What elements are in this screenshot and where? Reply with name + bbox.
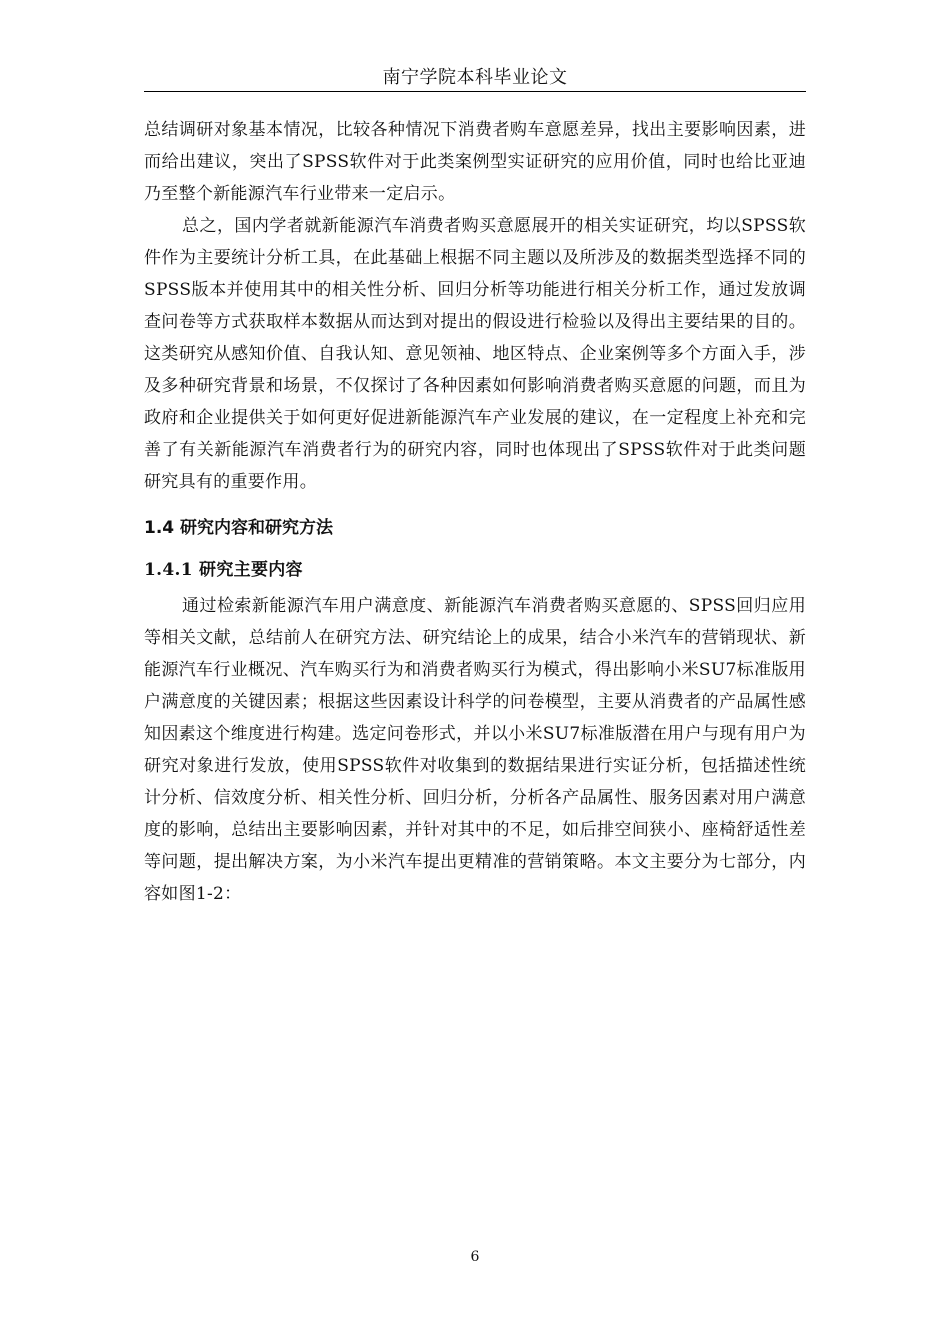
paragraph-research-content: 通过检索新能源汽车用户满意度、新能源汽车消费者购买意愿的、SPSS回归应用等相关文献，总结前人在研究方法、研究结论上的成果，结合小米汽车的营销现状、新能源汽车行业概况、汽车购买行为和消费者购买行为模式，得出影响小米SU7标准版用户满意度的关键因素；根据这些因素设计科学的问卷模型，主要从消费者的产品属性感知因素这个维度进行构建。选定问卷形式，并以小米SU7标准版潜在用户与现有用户为研究对象进行发放，使用SPSS软件对收集到的数据结果进行实证分析，包括描述性统计分析、信效度分析、相关性分析、回归分析，分析各产品属性、服务因素对用户满意度的影响，总结出主要影响因素，并针对其中的不足，如后排空间狭小、座椅舒适性差等问题，提出解决方案，为小米汽车提出更精准的营销策略。本文主要分为七部分，内容如图1-2： [144,596,806,904]
paragraph-summary: 总之，国内学者就新能源汽车消费者购买意愿展开的相关实证研究，均以SPSS软件作为主要统计分析工具，在此基础上根据不同主题以及所涉及的数据类型选择不同的SPSS版本并使用其中的相关性分析、回归分析等功能进行相关分析工作，通过发放调查问卷等方式获取样本数据从而达到对提出的假设进行检验以及得出主要结果的目的。这类研究从感知价值、自我认知、意见领袖、地区特点、企业案例等多个方面入手，涉及多种研究背景和场景，不仅探讨了各种因素如何影响消费者购买意愿的问题，而且为政府和企业提供关于如何更好促进新能源汽车产业发展的建议，在一定程度上补充和完善了有关新能源汽车消费者行为的研究内容，同时也体现出了SPSS软件对于此类问题研究具有的重要作用。 [144,216,806,492]
paragraph-continuation: 总结调研对象基本情况，比较各种情况下消费者购车意愿差异，找出主要影响因素，进而给出建议，突出了SPSS软件对于此类案例型实证研究的应用价值，同时也给比亚迪乃至整个新能源汽车行业带来一定启示。 [144,120,806,204]
running-header-title: 南宁学院本科毕业论文 [382,67,568,88]
header-divider [144,91,806,92]
section-heading: 1.4 研究内容和研究方法 [144,518,334,538]
page-body [144,114,806,910]
page-number: 6 [470,1249,480,1265]
subsection-heading: 1.4.1 研究主要内容 [144,560,303,580]
